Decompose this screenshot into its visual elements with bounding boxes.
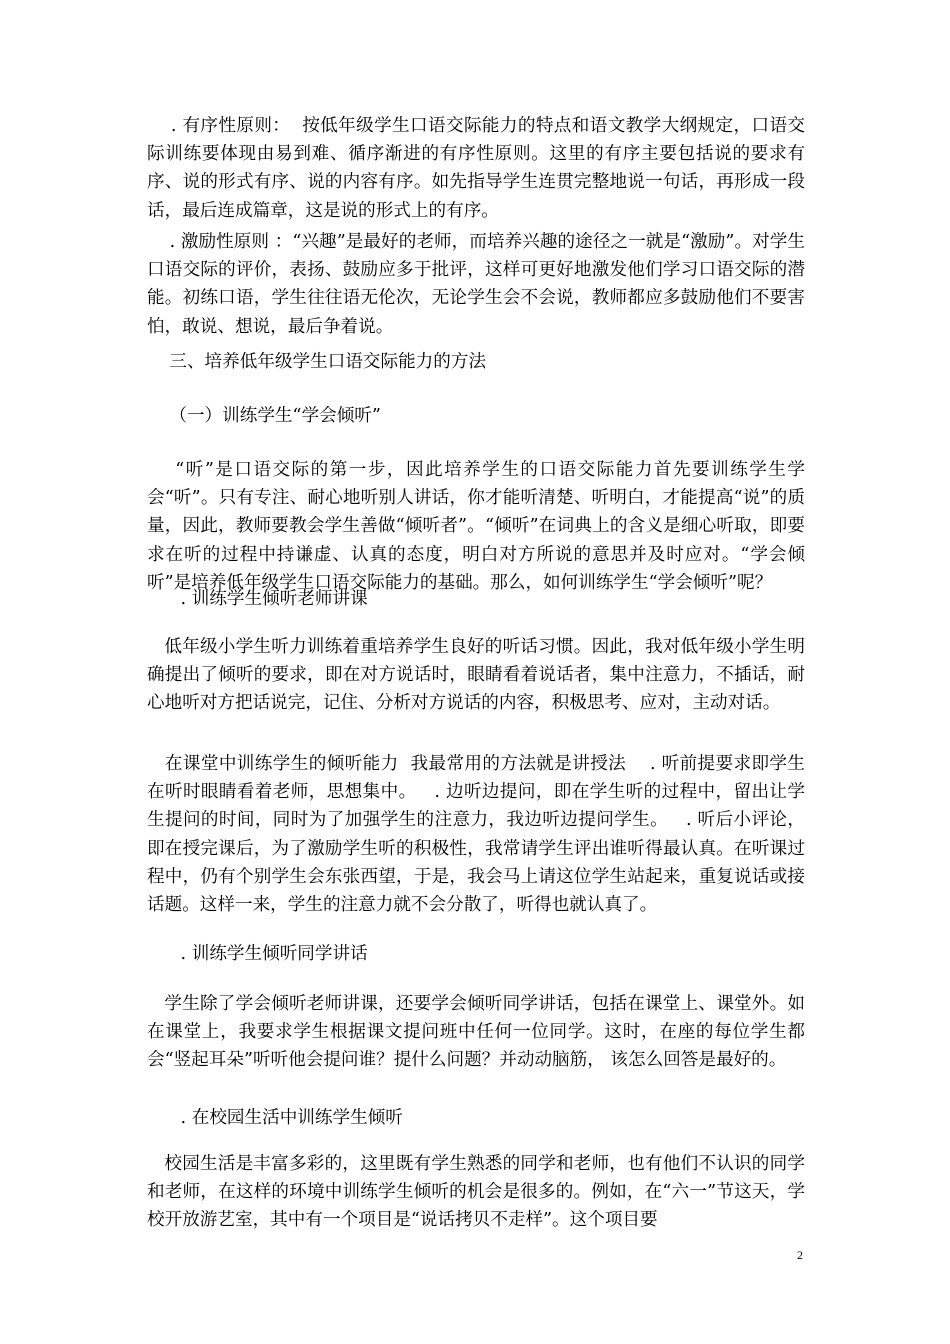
paragraph-classroom-training: 在课堂中训练学生的倾听能力 我最常用的方法就是讲授法 . 听前提要求即学生在听时眼睛看着老师，思想集中。 . 边听边提问，即在学生听的过程中，留出让学生提问的时间，同时为了加强学生的注意力，我边听边提问学生。 . 听后小评论，即在授完课后，为了激励学生听的积极性，我常请学生评出谁听得最认真。在听课过程中，仍有个别学生会东张西望，于是，我会马上请这位学生站起来，重复说话或接话题。这样一来，学生的注意力就不会分散了，听得也就认真了。 [147, 754, 806, 916]
section-heading-methods: 三、培养低年级学生口语交际能力的方法 [147, 352, 487, 372]
paragraph-listening-intro: “听”是口语交际的第一步，因此培养学生的口语交际能力首先要训练学生学会“听”。只有专注、耐心地听别人讲话，你才能听清楚、听明白，才能提高“说”的质量，因此，教师要教会学生善做“倾听者”。“倾听”在词典上的含义是细心听取，即要求在听的过程中持谦虚、认真的态度，明白对方所说的意思并及时应对。“学会倾听”是培养低年级学生口语交际能力的基础。那么，如何训练学生“学会倾听”呢？ [147, 460, 805, 593]
paragraph-listen-teacher: 低年级小学生听力训练着重培养学生良好的听话习惯。因此，我对低年级小学生明确提出了倾听的要求，即在对方说话时，眼睛看着说话者，集中注意力，不插话，耐心地听对方把话说完，记住、分析对方说话的内容，积极思考、应对，主动对话。 [147, 637, 805, 714]
paragraph-orderliness-principle: . 有序性原则： 按低年级学生口语交际能力的特点和语文教学大纲规定，口语交际训练要体现由易到难、循序渐进的有序性原则。这里的有序主要包括说的要求有序、说的形式有序、说的内容有序。如先指导学生连贯完整地说一句话，再形成一段话，最后连成篇章，这是说的形式上的有序。 [147, 116, 806, 221]
page-number: 2 [797, 1248, 803, 1262]
paragraph-listen-classmates: 学生除了学会倾听老师讲课，还要学会倾听同学讲话，包括在课堂上、课堂外。如在课堂上，我要求学生根据课文提问班中任何一位同学。这时，在座的每位学生都会“竖起耳朵”听听他会提问谁？提什么问题？并动动脑筋， 该怎么回答是最好的。 [147, 994, 805, 1071]
paragraph-motivation-principle: . 激励性原则 ：“兴趣”是最好的老师，而培养兴趣的途径之一就是“激励”。对学生口语交际的评价，表扬、鼓励应多于批评，这样可更好地激发他们学习口语交际的潜能。初练口语，学生往往语无伦次，无论学生会不会说，教师都应多鼓励他们不要害怕，敢说、想说，最后争着说。 [147, 232, 805, 337]
item-heading-listen-classmates: . 训练学生倾听同学讲话 [147, 944, 368, 964]
paragraph-campus-life: 校园生活是丰富多彩的，这里既有学生熟悉的同学和老师，也有他们不认识的同学和老师，在这样的环境中训练学生倾听的机会是很多的。例如，在“六一”节这天，学校开放游艺室，其中有一个项目是“说话拷贝不走样”。这个项目要 [147, 1154, 805, 1231]
item-heading-listen-teacher: . 训练学生倾听老师讲课 [147, 589, 368, 609]
subsection-heading-listening: （一）训练学生“学会倾听” [147, 406, 381, 426]
item-heading-campus-life: . 在校园生活中训练学生倾听 [147, 1108, 403, 1128]
